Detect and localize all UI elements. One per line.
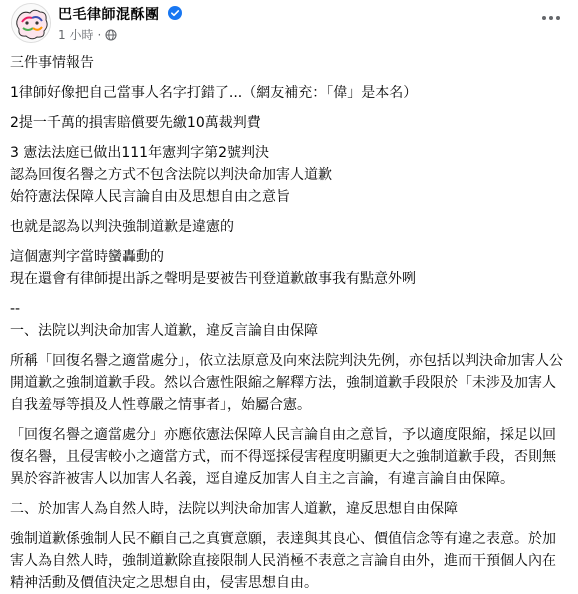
post-line: --: [10, 301, 21, 317]
post-paragraph: 所稱「回復名譽之適當處分」，依立法原意及向來法院判決先例，亦包括以判決命加害人公開道歉之強制道歉手段。然以合憲性限縮之解釋方法，強制道歉手段限於「未涉及加害人自我羞辱等損及人性尊嚴之情事者」，始屬合憲。: [10, 353, 563, 413]
more-horizontal-icon: [541, 15, 561, 21]
post-line: 2提一千萬的損害賠償要先繳10萬裁判費: [10, 115, 261, 131]
avatar-logo-icon: [12, 4, 51, 43]
post-meta: [58, 26, 117, 43]
more-options-button[interactable]: [536, 8, 566, 28]
post-timestamp[interactable]: 1 小時: [58, 28, 94, 42]
post-header: [0, 0, 578, 48]
page-name-link[interactable]: 巴毛律師混酥團: [58, 7, 160, 23]
post-line: 1律師好像把自己當事人名字打錯了...（網友補充：「偉」是本名）: [10, 85, 418, 101]
post-line: 三件事情報告: [10, 55, 94, 71]
post-line: 二、於加害人為自然人時，法院以判決命加害人道歉，違反思想自由保障: [10, 501, 458, 517]
post-line: 認為回復名譽之方式不包含法院以判決命加害人道歉: [10, 167, 332, 183]
globe-icon[interactable]: [105, 29, 117, 41]
post-paragraph: 強制道歉係強制人民不顧自己之真實意願，表達與其良心、價值信念等有違之表意。於加害人為自然人時，強制道歉除直接限制人民消極不表意之言論自由外，進而干預個人內在精神活動及價值決定之思想自由，侵害思想自由。: [10, 531, 556, 591]
post-line: 這個憲判字當時蠻轟動的: [10, 249, 164, 265]
meta-separator: ·: [97, 27, 102, 42]
verified-badge-icon: [168, 6, 182, 20]
post-line: 一、法院以判決命加害人道歉，違反言論自由保障: [10, 323, 318, 339]
post-body: [10, 52, 568, 594]
post-line: 也就是認為以判決強制道歉是違憲的: [10, 219, 234, 235]
post-line: 3 憲法法庭已做出111年憲判字第2號判決: [10, 145, 269, 161]
page-avatar[interactable]: [11, 3, 51, 43]
post-line: 現在還會有律師提出訴之聲明是要被告刊登道歉啟事我有點意外咧: [10, 271, 416, 287]
post-paragraph: 「回復名譽之適當處分」亦應依憲法保障人民言論自由之意旨，予以適度限縮，採足以回復名譽，且侵害較小之適當方式，而不得逕採侵害程度明顯更大之強制道歉手段，否則無異於容許被害人以加害人名義，逕自違反加害人自主之言論，有違言論自由保障。: [10, 427, 556, 487]
post-line: 始符憲法保障人民言論自由及思想自由之意旨: [10, 189, 290, 205]
